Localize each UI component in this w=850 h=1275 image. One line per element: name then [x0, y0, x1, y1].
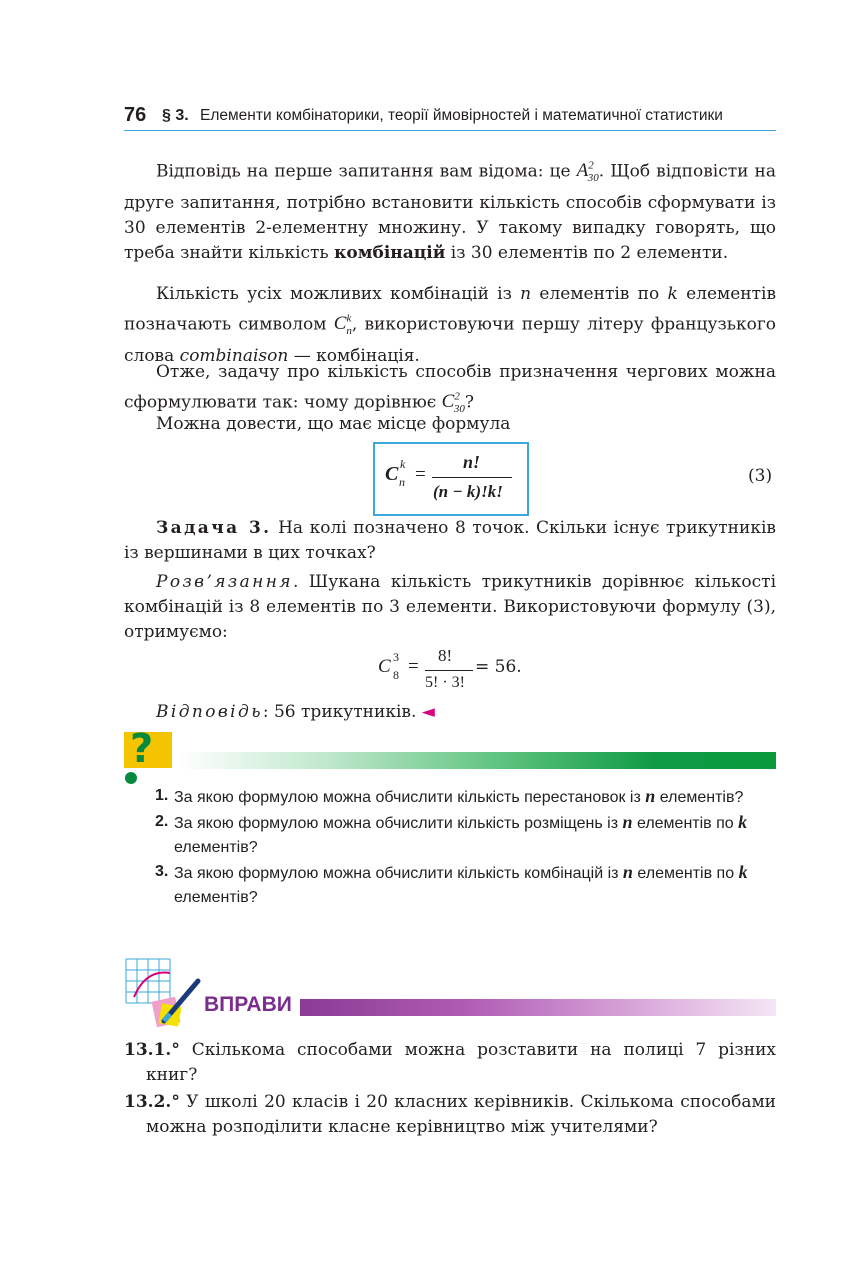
formula-lhs-sub: n	[399, 475, 405, 489]
formula-number: (3)	[748, 466, 773, 486]
formula-lhs-sup: k	[400, 457, 406, 471]
exercise-13-2	[124, 1090, 776, 1140]
question-dot-icon	[125, 772, 137, 784]
p1-text-b: . Щоб відповісти на друге запитання, потрібно встановити кількість способів сформувати із 30 елементів 2-елементну множину. У такому випадку говорять, що треба знайти кількість	[124, 161, 777, 264]
p1-bold-term: комбінацій	[334, 243, 446, 264]
exercise-13-1	[124, 1038, 776, 1088]
solution-text: . Шукана кількість трикутників дорівнює кількості комбінацій із 8 елементів по 3 елементи. Використовуючи формулу (3), отримуємо:	[124, 572, 776, 642]
formula-fraction-line	[432, 477, 512, 478]
section-number: § 3.	[162, 107, 189, 124]
math-C-n-k: $C^k_n$	[333, 313, 352, 338]
p1-text-a: Відповідь на перше запитання вам відома: це	[156, 161, 571, 182]
page-header	[124, 100, 776, 131]
calc-sub: 8	[393, 668, 399, 682]
calc-sup: 3	[393, 650, 399, 664]
task-3	[124, 516, 776, 566]
p2-var-k: k	[667, 284, 678, 304]
questions-divider-bar	[178, 752, 776, 769]
p2-text-c: елементів позначають символом	[124, 284, 777, 335]
formula-box	[373, 442, 529, 516]
answer-label: Відповідь	[156, 702, 263, 722]
calc-num: 8!	[438, 646, 453, 665]
question-item: 2. За якою формулою можна обчислити кількість розміщень із n елементів по k елементів?	[155, 812, 748, 856]
paragraph-2	[124, 282, 776, 369]
calc-eq: =	[408, 656, 419, 677]
section-title: Елементи комбінаторики, теорії ймовірностей і математичної статистики	[200, 107, 723, 124]
exercise-text: Скількома способами можна розставити на полиці 7 різних книг?	[146, 1040, 776, 1085]
exercise-text: У школі 20 класів і 20 класних керівників. Скількома способами можна розподілити класне керівництво між учителями?	[146, 1092, 777, 1137]
p2-text-a: Кількість усіх можливих комбінацій із	[156, 284, 512, 304]
paragraph-1	[124, 154, 776, 266]
end-of-solution-icon: ◄	[421, 702, 435, 722]
exercise-label: 13.1.°	[124, 1040, 180, 1060]
p2-var-n: n	[520, 284, 532, 304]
answer-text: : 56 трикутників.	[262, 702, 417, 722]
calc-fraction-line	[425, 670, 473, 671]
calc-den: 5! · 3!	[425, 674, 465, 691]
p3-text-b: ?	[464, 392, 474, 413]
calc-formula	[378, 646, 538, 696]
questions-list	[155, 784, 776, 910]
calc-result: = 56.	[475, 657, 522, 677]
question-item: 3. За якою формулою можна обчислити кількість комбінацій із n елементів по k елементів?	[155, 862, 748, 906]
question-mark-icon: ?	[124, 732, 172, 768]
formula-denominator: (n − k)!k!	[433, 482, 503, 501]
exercises-title: ВПРАВИ	[204, 993, 292, 1016]
page-number: 76	[124, 104, 147, 126]
task-solution	[124, 570, 776, 645]
task-answer	[124, 700, 776, 725]
formula-numerator: n!	[463, 452, 481, 472]
p2-text-e: — комбінація.	[293, 346, 420, 367]
calc-C: C	[378, 656, 391, 677]
task-label: Задача 3.	[156, 518, 272, 538]
math-C-30-2: $C^2_{30}$	[441, 391, 465, 416]
exercises-divider-bar	[300, 999, 776, 1016]
p2-text-b: елементів по	[539, 284, 660, 304]
p1-text-c: із 30 елементів по 2 елементи.	[450, 243, 729, 264]
formula-lhs: C	[385, 463, 399, 485]
p2-text-d: , використовуючи першу літеру французького слова	[124, 314, 777, 367]
exercises-icon	[124, 957, 204, 1029]
exercise-label: 13.2.°	[124, 1092, 180, 1112]
p2-french-word: combinaison	[179, 346, 289, 367]
formula-equals: =	[415, 464, 426, 485]
math-A-30-2: $A^2_{30}$	[576, 160, 599, 185]
p3-text-a: Отже, задачу про кількість способів призначення чергових можна сформулювати так: чому дорівнює	[124, 362, 776, 413]
paragraph-4: Можна довести, що має місце формула	[156, 414, 511, 434]
task-text: На колі позначено 8 точок. Скільки існує трикутників із вершинами в цих точках?	[124, 518, 776, 563]
question-item: 1. За якою формулою можна обчислити кількість перестановок із n елементів?	[155, 786, 744, 806]
solution-label: Розв’язання	[156, 572, 293, 592]
